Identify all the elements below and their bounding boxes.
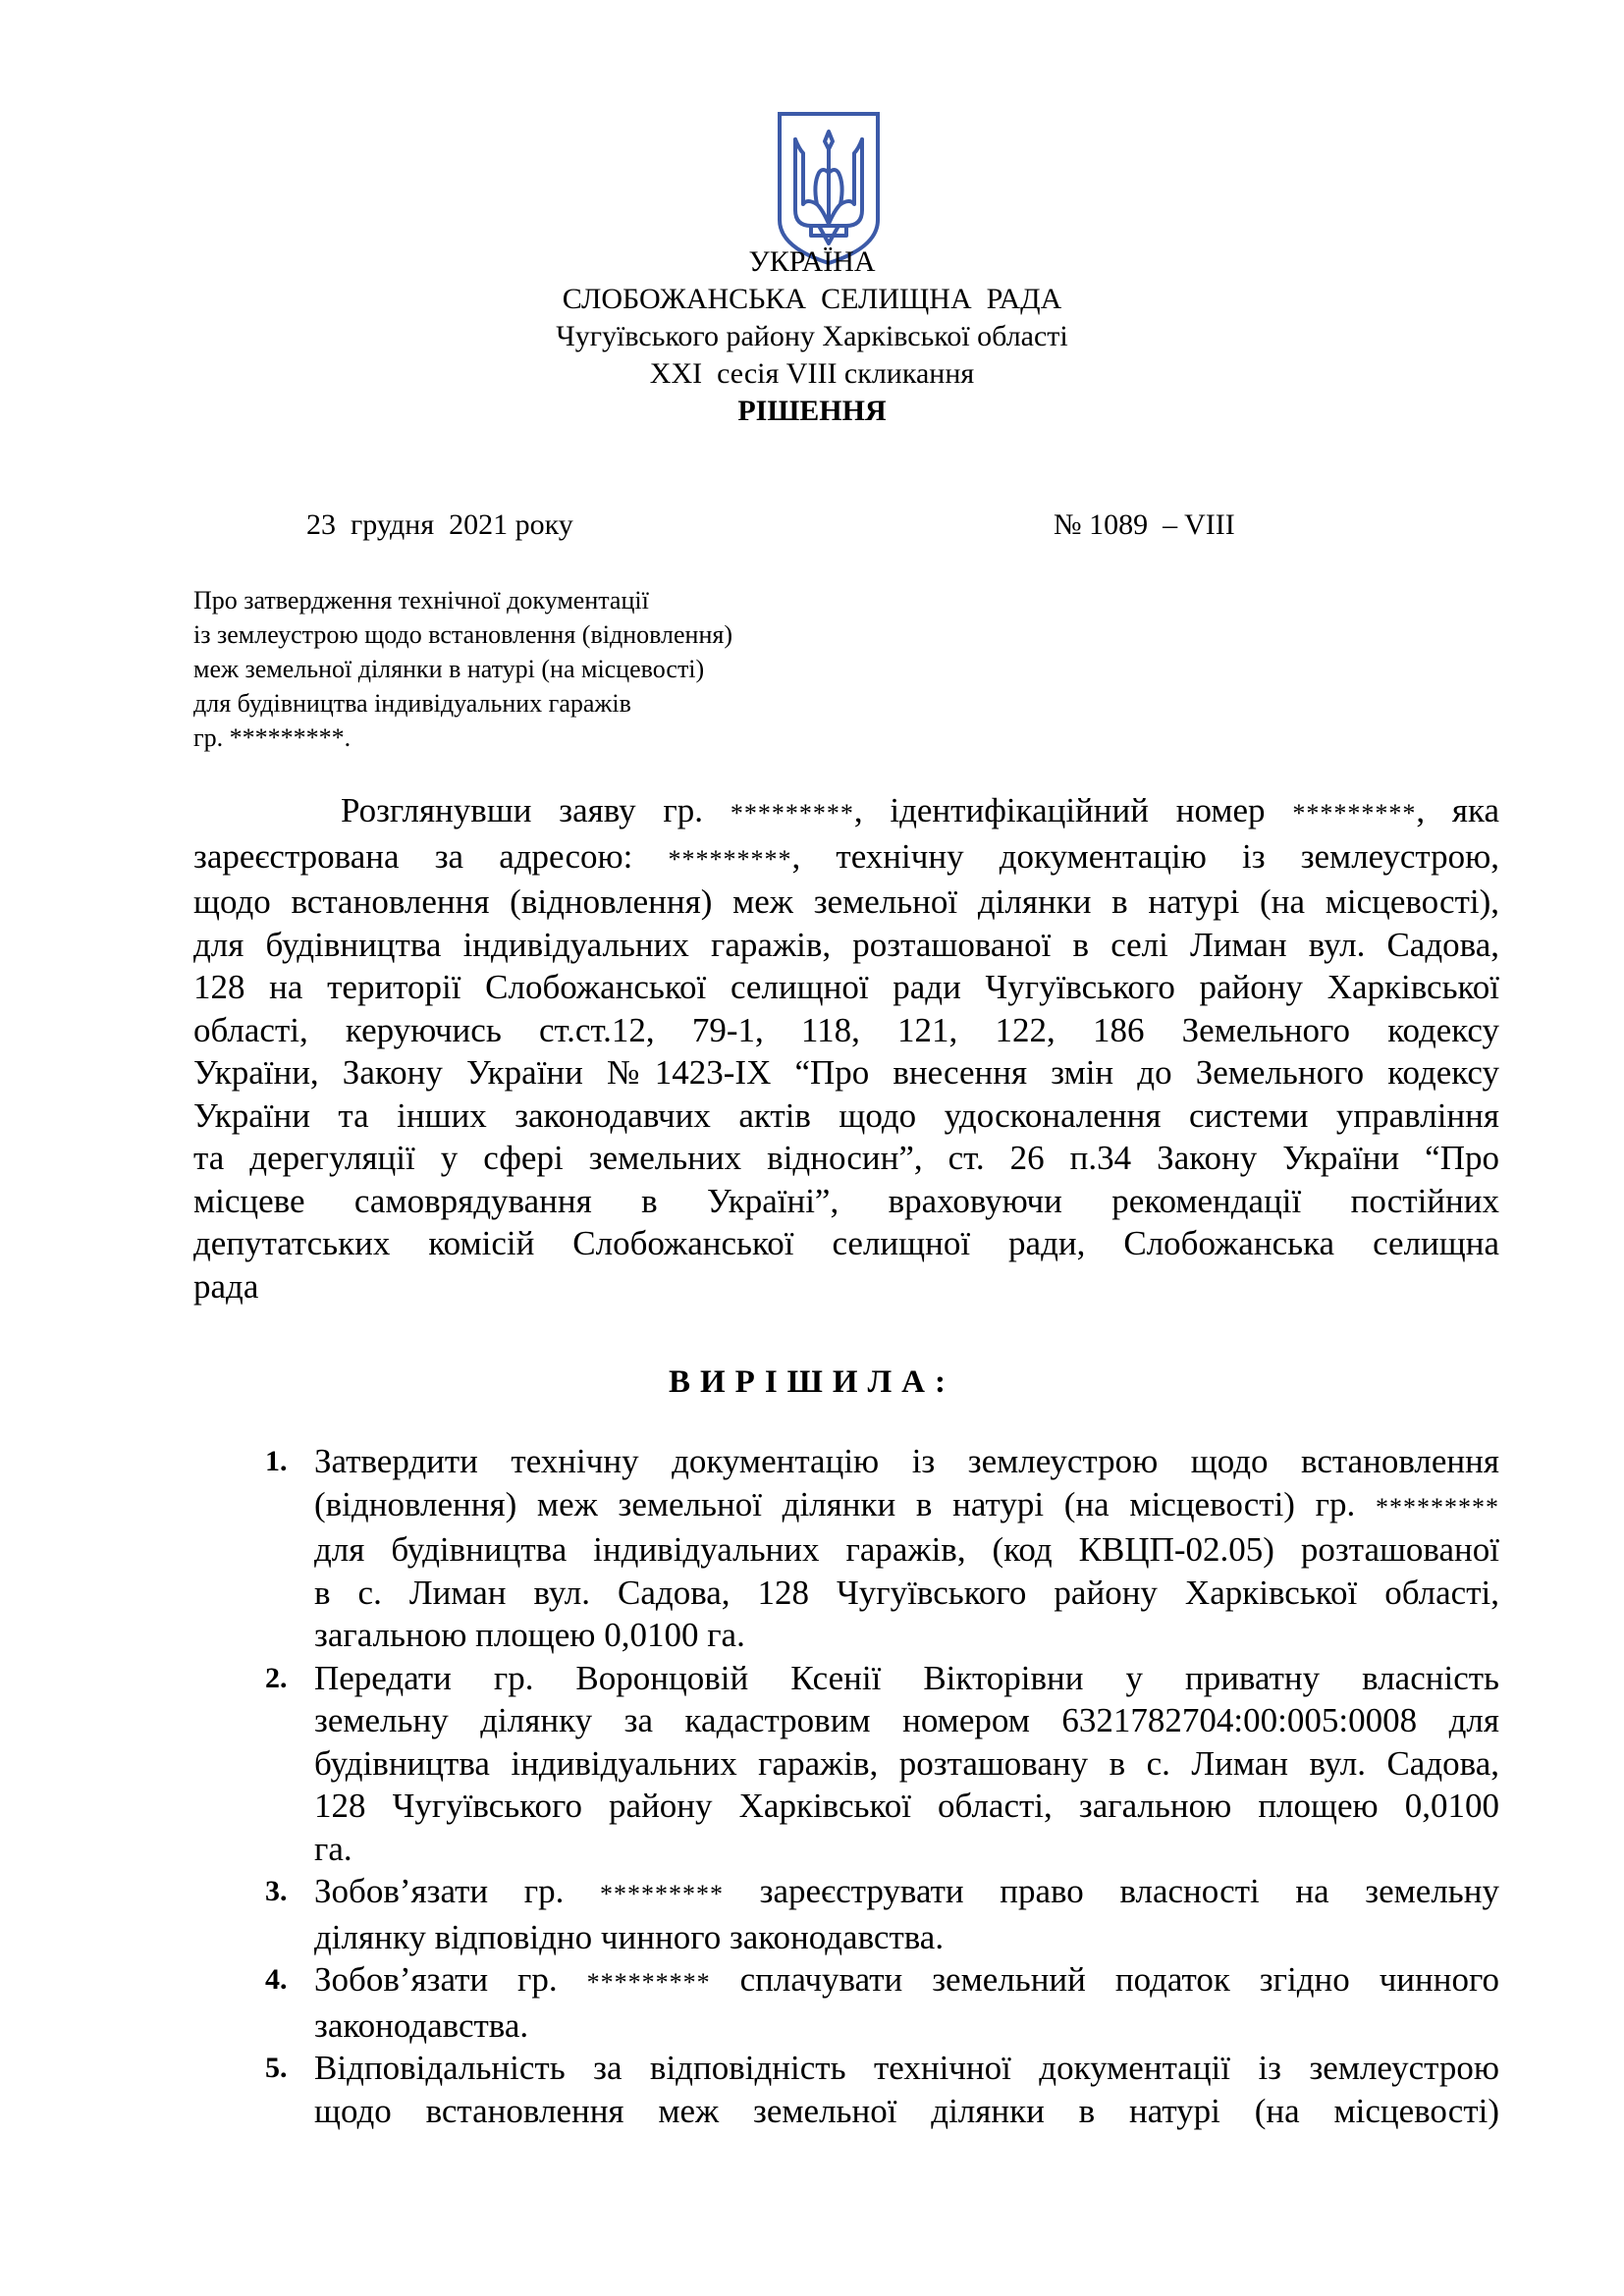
redacted-address: ********* xyxy=(668,844,792,874)
subject-line: із землеустрою щодо встановлення (відновлення) xyxy=(193,620,732,649)
district-name: Чугуївського району Харківської області xyxy=(556,320,1068,352)
item-line: в с. Лиман вул. Садова, 128 Чугуївського району Харківської області, xyxy=(314,1573,1499,1612)
item-number: 1. xyxy=(265,1445,288,1477)
item-line: законодавства. xyxy=(314,2005,529,2045)
council-name: СЛОБОЖАНСЬКА СЕЛИЩНА РАДА xyxy=(562,283,1062,315)
preamble-line: Розглянувши заяву гр. *********, ідентифікаційний номер *********, яка xyxy=(341,791,1500,829)
redacted-name: ********* xyxy=(600,1880,725,1908)
subject-line: Про затвердження технічної документації xyxy=(193,586,649,614)
preamble-line: України та інших законодавчих актів щодо удосконалення системи управління xyxy=(193,1095,1499,1135)
document-type-title: РІШЕННЯ xyxy=(737,395,887,427)
decided-heading: ВИРІШИЛА: xyxy=(669,1364,955,1400)
item-line: земельну ділянку за кадастровим номером 6321782704:00:005:0008 для xyxy=(314,1701,1499,1739)
subject-line: гр. *********. xyxy=(193,723,352,752)
decision-item xyxy=(265,2047,1499,2132)
redacted-name: ********* xyxy=(586,1968,711,1997)
preamble-line: 128 на території Слобожанської селищної ради Чугуївського району Харківської xyxy=(193,968,1499,1006)
item-line: для будівництва індивідуальних гаражів, (код КВЦП-02.05) розташованої xyxy=(314,1530,1499,1569)
redacted-name: ********* xyxy=(730,799,854,828)
item-line: Зобов’язати гр. ********* сплачувати земельний податок згідно чинного xyxy=(314,1960,1499,1999)
item-number: 4. xyxy=(265,1963,288,1996)
item-line: Передати гр. Воронцовій Ксенії Вікторівни у приватну власність xyxy=(314,1658,1499,1697)
preamble-line: місцеве самоврядування в Україні”, враховуючи рекомендації постійних xyxy=(193,1181,1499,1220)
preamble-line: зареєстрована за адресою: *********, технічну документацію із землеустрою, xyxy=(193,836,1499,876)
session-info: XXI сесія VIII скликання xyxy=(649,357,975,390)
subject-line: для будівництва індивідуальних гаражів xyxy=(193,689,631,718)
preamble-line: рада xyxy=(193,1266,259,1306)
subject-line: меж земельної ділянки в натурі (на місцевості) xyxy=(193,655,705,683)
preamble-line: щодо встановлення (відновлення) меж земельної ділянки в натурі (на місцевості), xyxy=(193,882,1499,921)
decision-item xyxy=(265,1440,1499,1657)
preamble-line: та дерегуляції у сфері земельних відносин”, ст. 26 п.34 Закону України “Про xyxy=(193,1139,1499,1177)
preamble-line: України, Закону України №1423-IX “Про внесення змін до Земельного кодексу xyxy=(193,1053,1499,1092)
item-line: будівництва індивідуальних гаражів, розташовану в с. Лиман вул. Садова, xyxy=(314,1743,1499,1783)
decision-item xyxy=(265,1870,1499,1958)
item-line: га. xyxy=(314,1829,352,1868)
decision-subject xyxy=(193,583,732,755)
preamble-line: області, керуючись ст.ст.12, 79-1, 118, 121, 122, 186 Земельного кодексу xyxy=(193,1010,1499,1049)
decision-date: 23 грудня 2021 року xyxy=(306,508,573,541)
decision-items-list xyxy=(265,1440,1499,2132)
preamble-line: депутатських комісій Слобожанської селищної ради, Слобожанська селищна xyxy=(193,1224,1499,1262)
item-line: Затвердити технічну документацію із землеустрою щодо встановлення xyxy=(314,1442,1499,1480)
preamble-paragraph xyxy=(193,789,1499,1308)
country-name: УКРАЇНА xyxy=(748,245,876,278)
redacted-name: ********* xyxy=(1376,1492,1499,1522)
decision-number: № 1089 – VIII xyxy=(1054,508,1235,541)
item-number: 2. xyxy=(265,1661,288,1694)
item-number: 5. xyxy=(265,2052,288,2084)
item-line: Зобов’язати гр. ********* зареєструвати право власності на земельну xyxy=(314,1872,1499,1910)
preamble-line: для будівництва індивідуальних гаражів, розташованої в селі Лиман вул. Садова, xyxy=(193,925,1499,964)
decision-item xyxy=(265,1958,1499,2047)
item-line: Відповідальність за відповідність технічної документації із землеустрою xyxy=(314,2049,1499,2087)
decision-item xyxy=(265,1657,1499,1871)
item-line: (відновлення) меж земельної ділянки в натурі (на місцевості) гр. ********* xyxy=(314,1484,1499,1523)
item-line: загальною площею 0,0100 га. xyxy=(314,1616,745,1654)
document-header xyxy=(0,243,1624,430)
redacted-id: ********* xyxy=(1292,799,1417,828)
item-line: щодо встановлення меж земельної ділянки в натурі (на місцевості) xyxy=(314,2091,1499,2130)
item-line: 128 Чугуївського району Харківської області, загальною площею 0,0100 xyxy=(314,1787,1499,1825)
item-number: 3. xyxy=(265,1875,288,1907)
item-line: ділянку відповідно чинного законодавства. xyxy=(314,1917,945,1956)
